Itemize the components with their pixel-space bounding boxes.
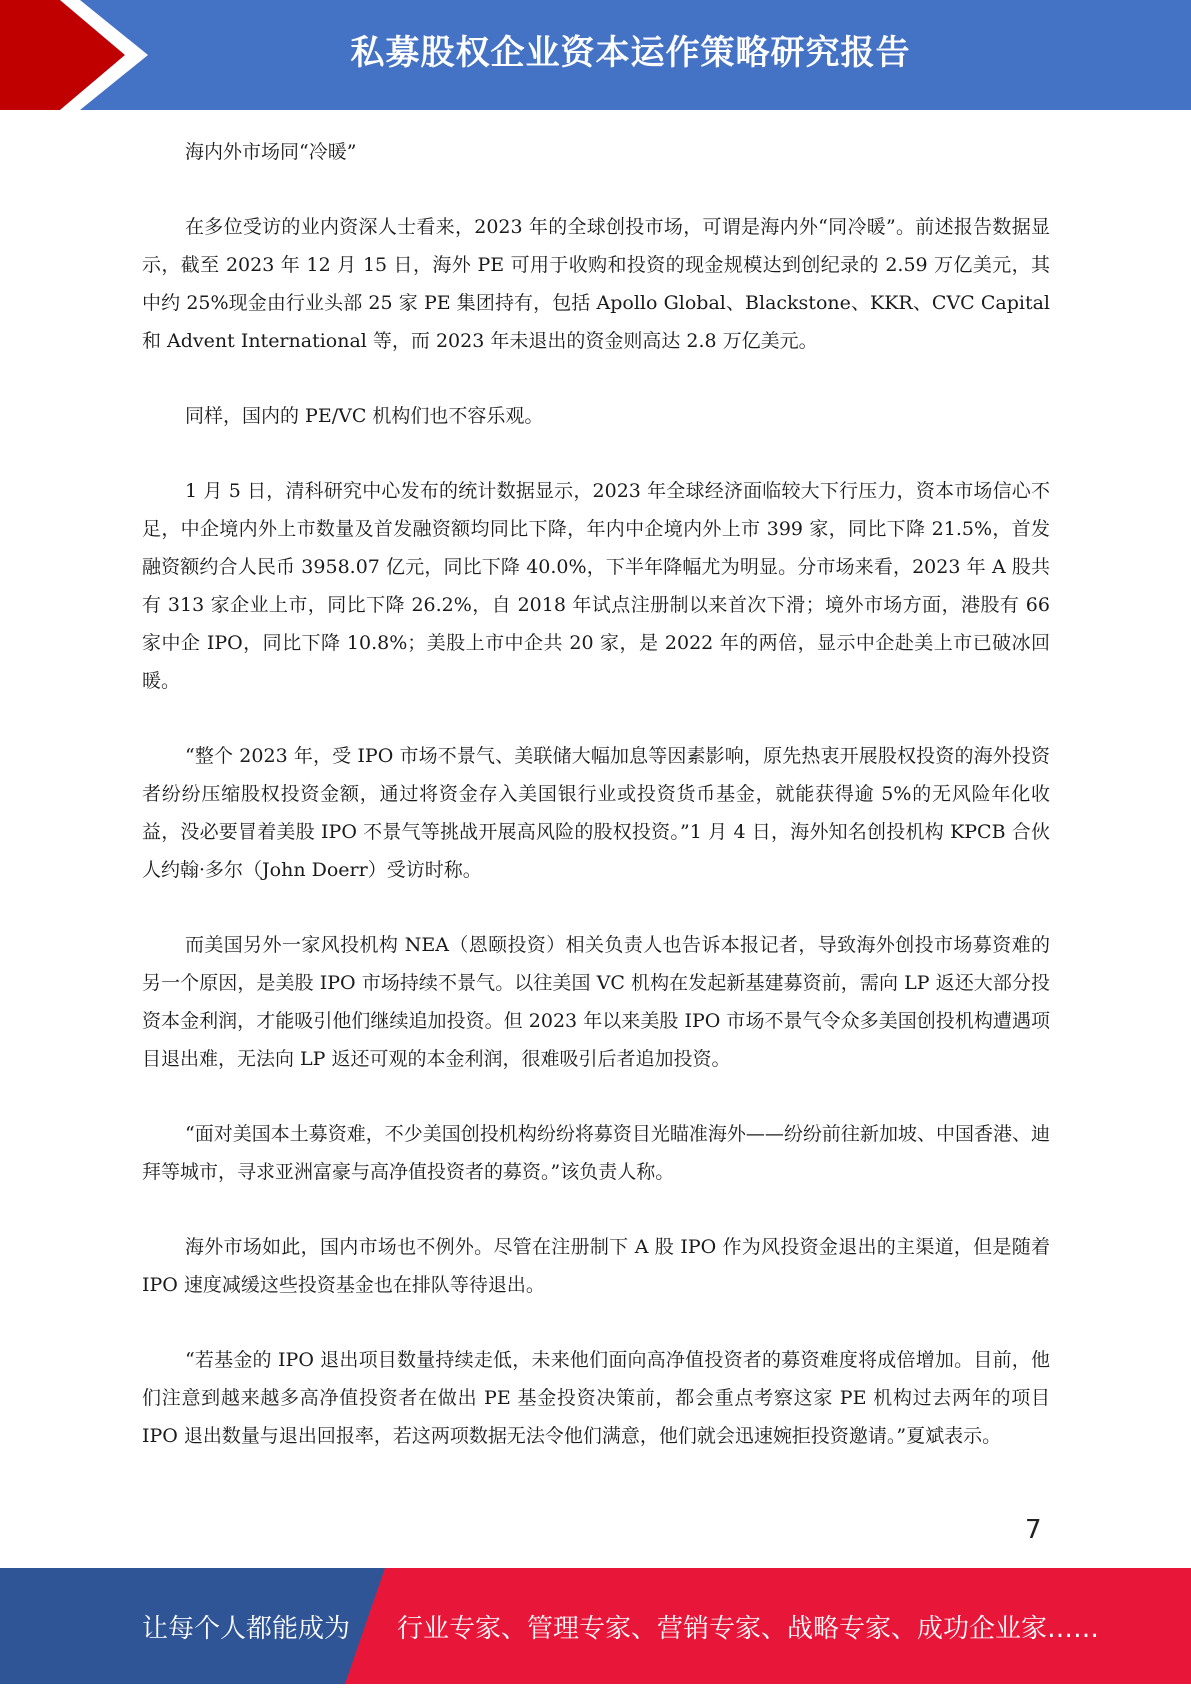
paragraph: 海外市场如此，国内市场也不例外。尽管在注册制下 A 股 IPO 作为风投资金退出的主渠道，但是随着 IPO 速度减缓这些投资基金也在排队等待退出。 xyxy=(142,1236,1050,1296)
document-title: 私募股权企业资本运作策略研究报告 xyxy=(350,33,911,73)
paragraph: 而美国另外一家风投机构 NEA（恩颐投资）相关负责人也告诉本报记者，导致海外创投市场募资难的另一个原因，是美股 IPO 市场持续不景气。以往美国 VC 机构在发起新基建募资前，需向 LP 返还大部分投资本金利润，才能吸引他们继续追加投资。但 2023 年以来美股 IPO 市场不景气令众多美国创投机构遭遇项目退出难，无法向 LP 返还可观的本金利润，很难吸引后者追加投资。 xyxy=(142,934,1050,1070)
page-number: 7 xyxy=(1025,1515,1042,1545)
footer-slogan-right: 行业专家、管理专家、营销专家、战略专家、成功企业家…… xyxy=(397,1614,1100,1644)
page-header xyxy=(0,0,1191,110)
footer-slogan-left: 让每个人都能成为 xyxy=(142,1614,351,1644)
page-footer xyxy=(0,1568,1191,1684)
section-heading: 海内外市场同“冷暖” xyxy=(185,141,357,163)
paragraph: 1 月 5 日，清科研究中心发布的统计数据显示，2023 年全球经济面临较大下行压力，资本市场信心不足，中企境内外上市数量及首发融资额均同比下降，年内中企境内外上市 399 家，同比下降 21.5%，首发融资额约合人民币 3958.07 亿元，同比下降 40.0%，下半年降幅尤为明显。分市场来看，2023 年 A 股共有 313 家企业上市，同比下降 26.2%，自 2018 年试点注册制以来首次下滑；境外市场方面，港股有 66 家中企 IPO，同比下降 10.8%；美股上市中企共 20 家，是 2022 年的两倍，显示中企赴美上市已破冰回暖。 xyxy=(142,480,1050,692)
paragraph: 在多位受访的业内资深人士看来，2023 年的全球创投市场，可谓是海内外“同冷暖”。前述报告数据显示，截至 2023 年 12 月 15 日，海外 PE 可用于收购和投资的现金规模达到创纪录的 2.59 万亿美元，其中约 25%现金由行业头部 25 家 PE 集团持有，包括 Apollo Global、Blackstone、KKR、CVC Capital 和 Advent International 等，而 2023 年未退出的资金则高达 2.8 万亿美元。 xyxy=(142,216,1050,352)
paragraph: “整个 2023 年，受 IPO 市场不景气、美联储大幅加息等因素影响，原先热衷开展股权投资的海外投资者纷纷压缩股权投资金额，通过将资金存入美国银行业或投资货币基金，就能获得逾 5%的无风险年化收益，没必要冒着美股 IPO 不景气等挑战开展高风险的股权投资。”1 月 4 日，海外知名创投机构 KPCB 合伙人约翰·多尔（John Doerr）受访时称。 xyxy=(142,745,1050,881)
paragraph: “面对美国本土募资难，不少美国创投机构纷纷将募资目光瞄准海外——纷纷前往新加坡、中国香港、迪拜等城市，寻求亚洲富豪与高净值投资者的募资。”该负责人称。 xyxy=(142,1123,1050,1183)
document-body xyxy=(142,133,1050,1492)
paragraph: “若基金的 IPO 退出项目数量持续走低，未来他们面向高净值投资者的募资难度将成倍增加。目前，他们注意到越来越多高净值投资者在做出 PE 基金投资决策前，都会重点考察这家 PE 机构过去两年的项目 IPO 退出数量与退出回报率，若这两项数据无法令他们满意，他们就会迅速婉拒投资邀请。”夏斌表示。 xyxy=(142,1349,1050,1447)
paragraph: 同样，国内的 PE/VC 机构们也不容乐观。 xyxy=(185,405,544,427)
header-arrow-decoration xyxy=(0,0,160,110)
